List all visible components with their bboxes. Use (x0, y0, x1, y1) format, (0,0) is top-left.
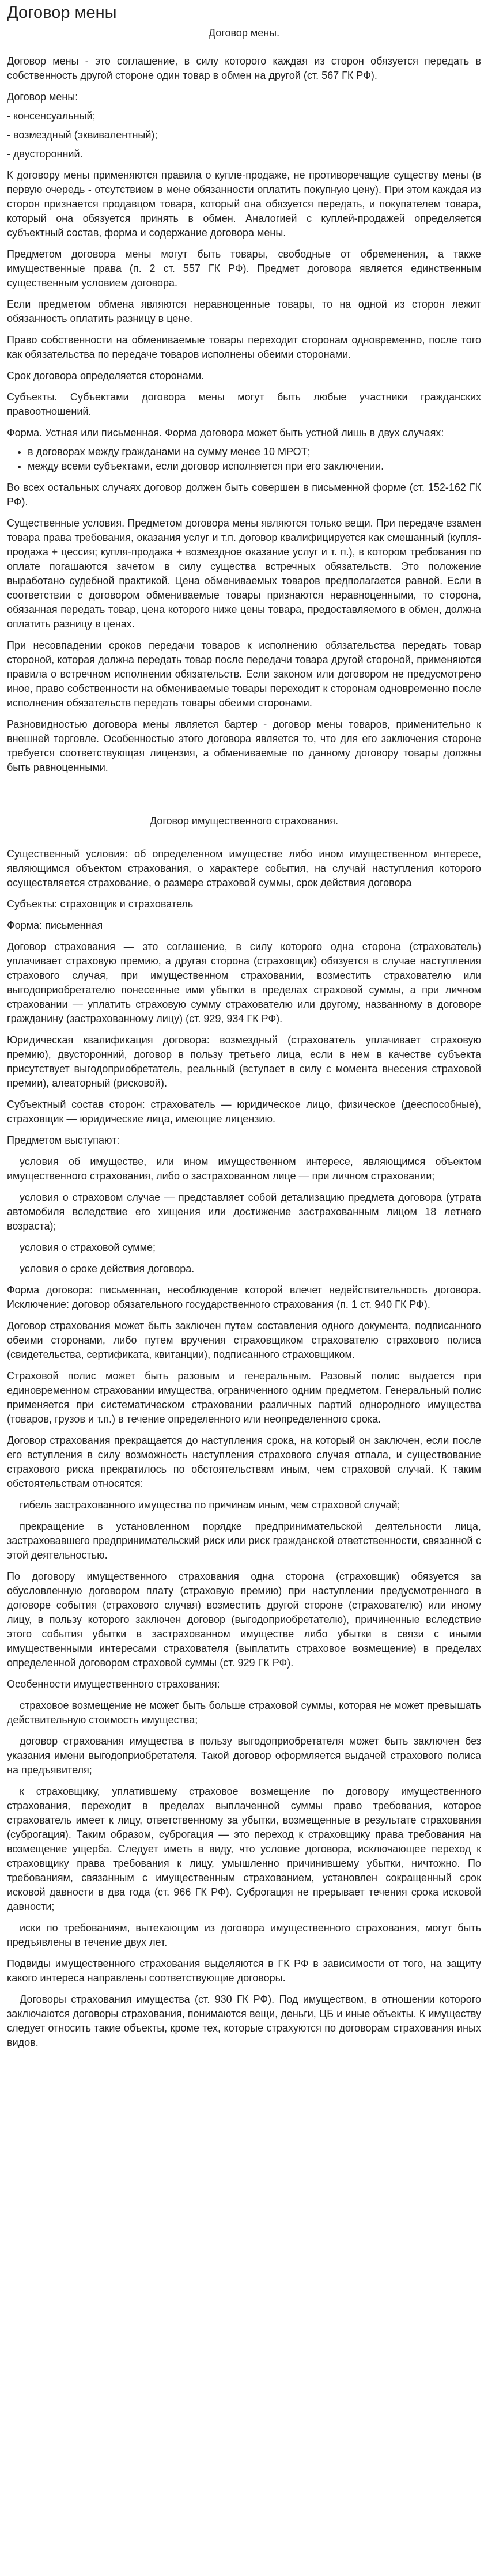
barter-section (7, 27, 481, 775)
insurance-property-contracts: Договоры страхования имущества (ст. 930 ГК РФ). Под имуществом, в отношении которого заключаются договоры страхования, понимаются вещи, деньги, ЦБ и иные объекты. К имуществу следует относить такие объекты, кроме тех, которые страхуются по договорам страхования иных видов. (7, 1994, 481, 2048)
insurance-property-definition: По договору имущественного страхования одна сторона (страховщик) обязуется за обусловленную договором плату (страховую премию) при наступлении предусмотренного в договоре события (страхового случая) возместить другой стороне (страхователю) или иному лицу, в пользу которого заключен договор (выгодоприобретателю), причиненные вследствие этого события убытки в застрахованном имуществе либо убытки в связи с иными имущественными интересами страхователя (выплатить страховое возмещение) в пределах определенной договором страховой суммы (ст. 929 ГК РФ). (7, 1571, 481, 1669)
insurance-termination-business: прекращение в установленном порядке предпринимательской деятельности лица, застраховавшего предпринимательский риск или риск гражданской ответственности, связанной с этой деятельностью. (7, 1520, 481, 1561)
barter-ownership-transfer: Право собственности на обмениваемые товары переходит сторонам одновременно, после того как обязательства по передаче товаров исполнены обеими сторонами. (7, 334, 481, 360)
insurance-subject-event: условия о страховом случае — представляет собой детализацию предмета договора (утрата автомобиля вследствие его хищения или достижение застрахованным лицом 18 летнего возраста); (7, 1191, 481, 1232)
barter-heading: Договор мены. (208, 27, 280, 39)
insurance-feature-subrogation: к страховщику, уплатившему страховое возмещение по договору имущественного страхования, переходит в пределах выплаченной суммы право требования, которое страхователь имеет к лицу, ответственному за убытки, возмещенные в результате страхования (суброгация). Таким образом, суброгация — это переход к страховщику права требования на возмещение ущерба. Следует иметь в виду, что условие договора, исключающее переход к страховщику права требования к лицу, умышленно причинившему убытки, ничтожно. По требованиям, связанным с имущественным страхованием, установлен сокращенный срок исковой давности в два года (ст. 966 ГК РФ). Суброгация не прерывает течения срока исковой давности; (7, 1786, 481, 1912)
barter-variety: Разновидностью договора мены является бартер - договор мены товаров, применительно к внешней торговле. Особенностью этого договора является то, что для его заключения стороне требуется соответствующая лицензия, а обмениваемые по данному договору товары должны быть равноценными. (7, 718, 481, 773)
barter-term: Срок договора определяется сторонами. (7, 370, 205, 381)
barter-written-form: Во всех остальных случаях договор должен быть совершен в письменной форме (ст. 152-162 ГК РФ). (7, 482, 481, 508)
barter-features-label: Договор мены: (7, 91, 78, 103)
insurance-termination: Договор страхования прекращается до наступления срока, на который он заключен, если после его вступления в силу возможность наступления страхового случая отпала, и существование страхового риска прекратилось по обстоятельствам иным, чем страховой случай. К таким обстоятельствам относятся: (7, 1435, 481, 1489)
insurance-policy-types: Страховой полис может быть разовым и генеральным. Разовый полис выдается при единовременном страховании имущества, ограниченного одним предметом. Генеральный полис применяется при систематическом страховании различных партий однородного имущества (товаров, грузов и т.п.) в течение определенного или неопределенного срока. (7, 1370, 481, 1425)
insurance-parties: Субъекты: страховщик и страхователь (7, 898, 194, 910)
barter-feature-compensated: - возмездный (эквивалентный); (7, 129, 158, 141)
barter-unequal-goods: Если предметом обмена являются неравноценные товары, то на одной из сторон лежит обязанность оплатить разницу в цене. (7, 298, 481, 324)
barter-essential-terms: Существенные условия. Предметом договора мены являются только вещи. При передаче взамен товара права требования, оказания услуг и т.п. договор квалифицируется как смешанный (купля-продажа + цессия; купля-продажа + возмездное оказание услуг и т. п.), в котором требования по оплате погашаются зачетом в силу существа встречных обязательств. Это положение выработано судебной практикой. Цена обмениваемых товаров предполагается равной. Если в соответствии с договором обмениваемые товары признаются неравноценными, то сторона, обязанная передать товар, цена которого ниже цены товара, предоставляемого в обмен, должна оплатить разницу в ценах. (7, 517, 481, 630)
insurance-legal-qualification: Юридическая квалификация договора: возмездный (страхователь уплачивает страховую премию), двусторонний, договор в пользу третьего лица, если в нем в качестве субъекта присутствует выгодоприобретатель, реальный (вступает в силу с момента внесения страховой премии), алеаторный (рисковой). (7, 1034, 481, 1089)
barter-counter-performance: При несовпадении сроков передачи товаров к исполнению обязательства передать товар стороной, которая должна передать товар после передачи товара другой стороной, применяются правила о встречном исполнении обязательств. Если законом или договором не предусмотрено иное, право собственности на обмениваемые товары переходит к сторонам одновременно после исполнения обязательств передать товары обеими сторонами. (7, 640, 481, 709)
barter-parties: Субъекты. Субъектами договора мены могут быть любые участники гражданских правоотношений. (7, 391, 481, 417)
barter-form-cases (7, 445, 481, 474)
list-item: • между всеми субъектами, если договор исполняется при его заключении. (28, 459, 481, 474)
insurance-subject-label: Предметом выступают: (7, 1134, 120, 1146)
insurance-section (7, 815, 481, 2050)
barter-definition: Договор мены - это соглашение, в силу которого каждая из сторон обязуется передать в собственность другой стороне один товар в обмен на другой (ст. 567 ГК РФ). (7, 55, 481, 81)
insurance-conclusion-method: Договор страхования может быть заключен путем составления одного документа, подписанного обеими сторонами, либо путем вручения страховщиком страхователю страхового полиса (свидетельства, сертификата, квитанции), подписанного страховщиком. (7, 1320, 481, 1360)
insurance-feature-claims: иски по требованиям, вытекающим из договора имущественного страхования, могут быть предъявлены в течение двух лет. (7, 1922, 481, 1948)
insurance-heading: Договор имущественного страхования. (149, 815, 339, 827)
insurance-subject-composition: Субъектный состав сторон: страхователь — юридическое лицо, физическое (дееспособные), страховщик — юридические лица, имеющие лицензию. (7, 1099, 481, 1125)
page-title: Договор мены (7, 3, 117, 22)
insurance-feature-bearer: договор страхования имущества в пользу выгодоприобретателя может быть заключен без указания имени выгодоприобретателя. Такой договор оформляется выдачей страхового полиса на предъявителя; (7, 1735, 481, 1776)
list-item: • в договорах между гражданами на сумму менее 10 МРОТ; (28, 445, 481, 459)
insurance-form: Форма: письменная (7, 920, 103, 931)
insurance-feature-limit: страховое возмещение не может быть больше страховой суммы, которая не может превышать действительную стоимость имущества; (7, 1700, 481, 1726)
insurance-subtypes: Подвиды имущественного страхования выделяются в ГК РФ в зависимости от того, на защиту какого интереса направлены соответствующие договоры. (7, 1958, 481, 1984)
insurance-subject-term: условия о сроке действия договора. (20, 1263, 195, 1274)
barter-feature-consensual: - консенсуальный; (7, 110, 96, 122)
insurance-essential-terms: Существенный условия: об определенном имуществе либо ином имущественном интересе, являющимся объектом страхования, о характере события, на случай наступления которого осуществляется страхование, о размере страховой суммы, срок действия договора (7, 848, 481, 888)
insurance-termination-loss: гибель застрахованного имущества по причинам иным, чем страховой случай; (20, 1499, 400, 1511)
barter-form: Форма. Устная или письменная. Форма договора может быть устной лишь в двух случаях: (7, 427, 444, 438)
insurance-subject-property: условия об имуществе, или ином имущественном интересе, являющимся объектом имущественного страхования, либо о застрахованном лице — при личном страховании; (7, 1156, 481, 1182)
insurance-subject-sum: условия о страховой сумме; (20, 1242, 156, 1253)
barter-sale-rules: К договору мены применяются правила о купле-продаже, не противоречащие существу мены (в первую очередь - отсутствием в мене обязанности оплатить покупную цену). При этом каждая из сторон признается продавцом товара, который она обязуется передать, и покупателем товара, который она обязуется принять в обмен. Аналогией с куплей-продажей определяется субъектный состав, форма и содержание договора мены. (7, 169, 481, 239)
insurance-contract-form: Форма договора: письменная, несоблюдение которой влечет недействительность договора. Исключение: договор обязательного государственного страхования (п. 1 ст. 940 ГК РФ). (7, 1284, 481, 1310)
insurance-features-label: Особенности имущественного страхования: (7, 1678, 220, 1690)
insurance-definition: Договор страхования — это соглашение, в силу которого одна сторона (страхователь) уплачивает страховую премию, а другая сторона (страховщик) обязуется в случае наступления страхового случая, при имущественном страховании, возместить страхователю или выгодоприобретателю понесенные ими убытки в пределах страховой суммы, а при личном страховании — уплатить страховую сумму страхователю или другому, названному в договоре гражданину (застрахованному лицу) (ст. 929, 934 ГК РФ). (7, 941, 481, 1024)
barter-feature-bilateral: - двусторонний. (7, 148, 83, 160)
barter-subject: Предметом договора мены могут быть товары, свободные от обременения, а также имущественные права (п. 2 ст. 557 ГК РФ). Предмет договора является единственным существенным условием договора. (7, 248, 481, 289)
